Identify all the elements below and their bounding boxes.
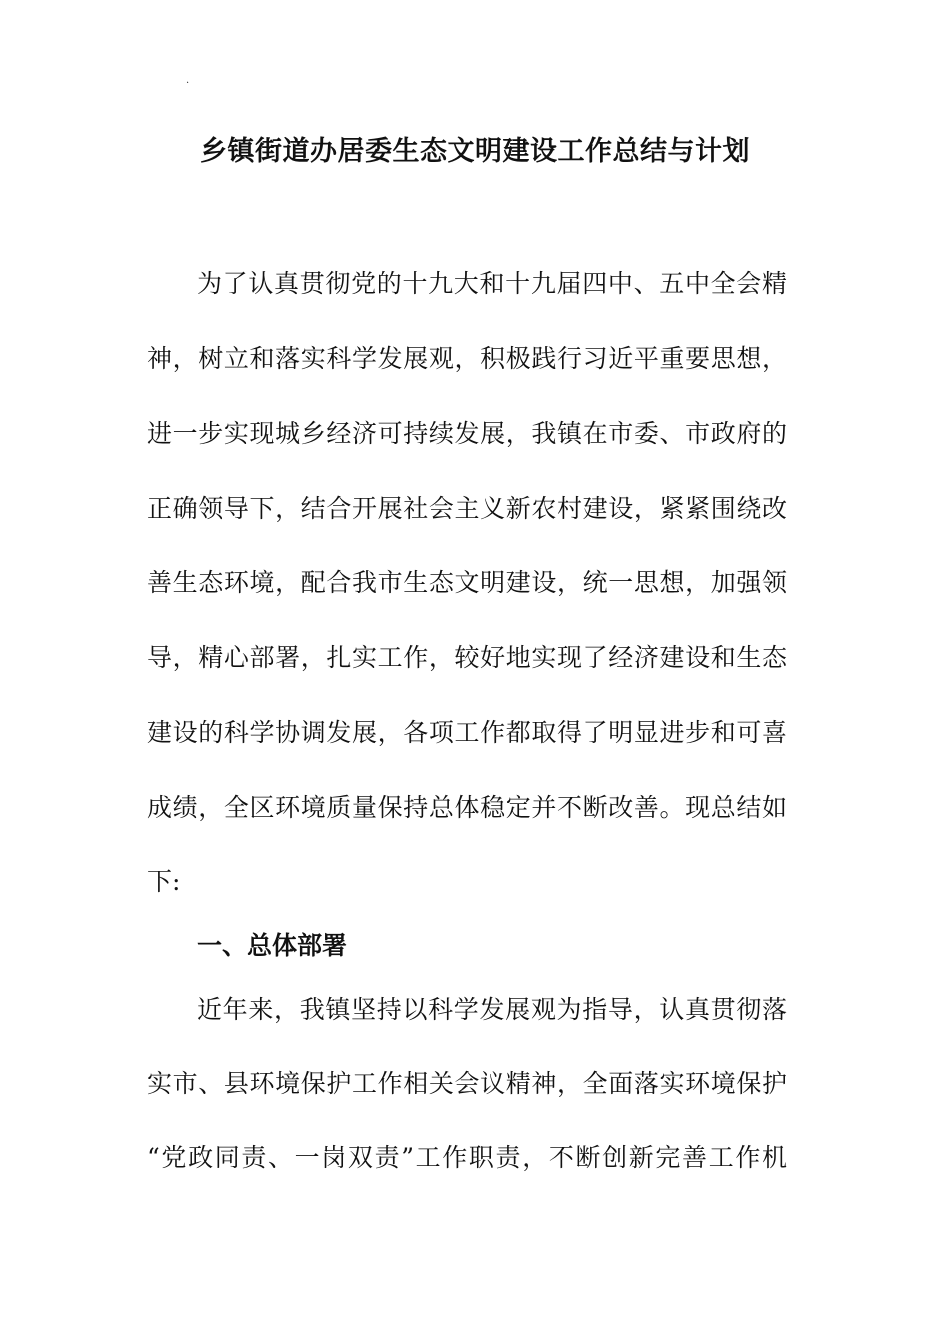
document-title: 乡镇街道办居委生态文明建设工作总结与计划 xyxy=(200,136,750,167)
paragraph-line: 成绩，全区环境质量保持总体稳定并不断改善。现总结如 xyxy=(147,793,787,822)
paragraph-line: 实市、县环境保护工作相关会议精神，全面落实环境保护 xyxy=(147,1069,787,1098)
paragraph-line: “党政同责、一岗双责”工作职责，不断创新完善工作机 xyxy=(147,1143,787,1172)
paragraph-line: 进一步实现城乡经济可持续发展，我镇在市委、市政府的 xyxy=(147,419,787,448)
paragraph-line: 导，精心部署，扎实工作，较好地实现了经济建设和生态 xyxy=(147,643,787,672)
paragraph-line: 下: xyxy=(147,867,181,896)
paragraph-line: 善生态环境，配合我市生态文明建设，统一思想，加强领 xyxy=(147,568,787,597)
paragraph-line: 为了认真贯彻党的十九大和十九届四中、五中全会精 xyxy=(197,269,787,298)
paragraph-line: 建设的科学协调发展，各项工作都取得了明显进步和可喜 xyxy=(147,718,787,747)
paragraph-line: 神，树立和落实科学发展观，积极践行习近平重要思想， xyxy=(147,344,787,373)
paragraph-line: 正确领导下，结合开展社会主义新农村建设，紧紧围绕改 xyxy=(147,494,787,523)
page-mark: . xyxy=(186,75,190,86)
paragraph-line: 近年来，我镇坚持以科学发展观为指导，认真贯彻落 xyxy=(197,995,787,1024)
section-heading: 一、总体部署 xyxy=(197,931,348,960)
